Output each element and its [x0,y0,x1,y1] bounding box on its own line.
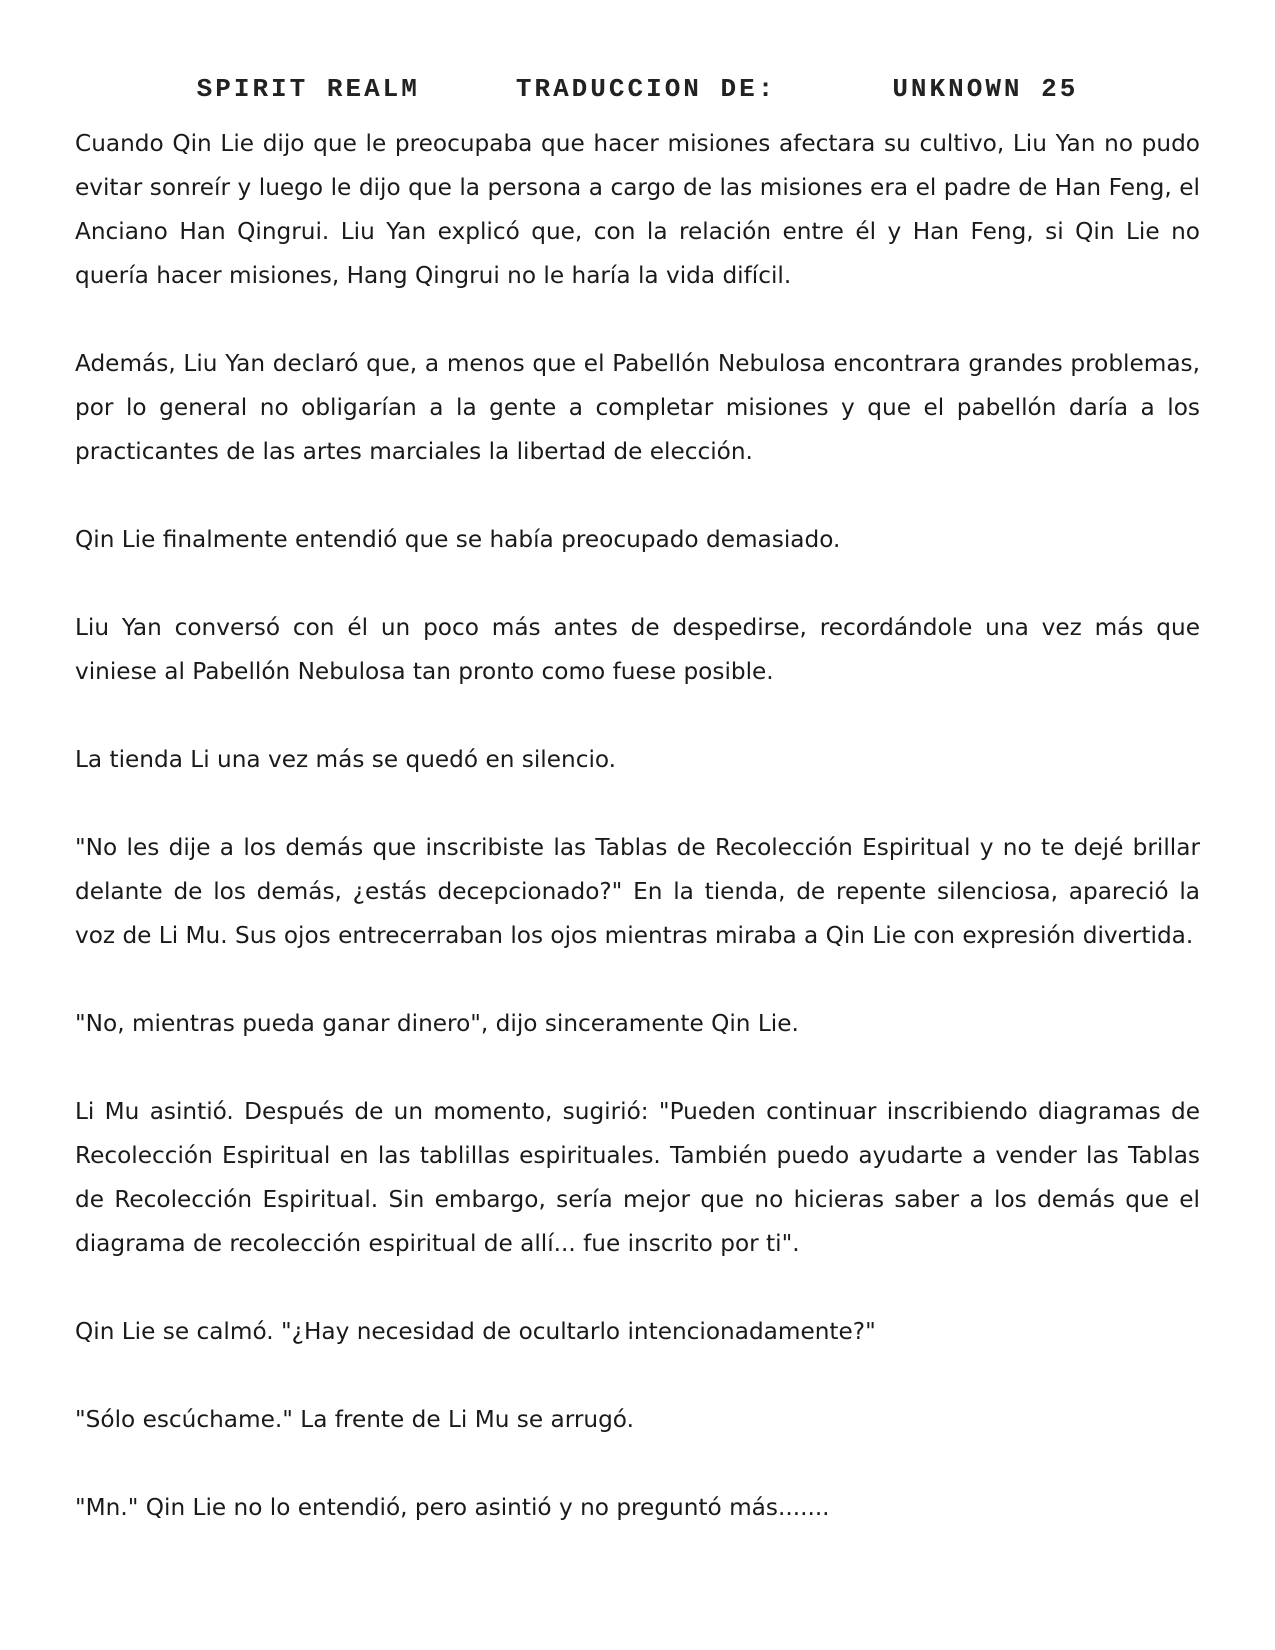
paragraph: "No, mientras pueda ganar dinero", dijo sinceramente Qin Lie. [75,1010,799,1037]
header-translation-label: TRADUCCION DE: [515,74,777,104]
header-translator-name: UNKNOWN 25 [892,74,1079,104]
paragraph: Li Mu asintió. Después de un momento, sugirió: "Pueden continuar inscribiendo diagramas de Recolección Espiritual en las tablillas espirituales. También puedo ayudarte a vender las Tablas de Recolección Espiritual. Sin embargo, sería mejor que no hicieras saber a los demás que el diagrama de recolección espiritual de allí... fue inscrito por ti". [75,1098,1200,1257]
header-series-title: SPIRIT REALM [196,74,420,104]
paragraph: Liu Yan conversó con él un poco más antes de despedirse, recordándole una vez más que viniese al Pabellón Nebulosa tan pronto como fuese posible. [75,614,1200,685]
paragraph: "No les dije a los demás que inscribiste las Tablas de Recolección Espiritual y no te dejé brillar delante de los demás, ¿estás decepcionado?" En la tienda, de repente silenciosa, apareció la voz de Li Mu. Sus ojos entrecerraban los ojos mientras miraba a Qin Lie con expresión divertida. [75,834,1200,949]
page-header [75,74,1200,104]
document-body [75,122,1200,1530]
paragraph: "Sólo escúchame." La frente de Li Mu se arrugó. [75,1406,634,1433]
paragraph: Qin Lie se calmó. "¿Hay necesidad de ocultarlo intencionadamente?" [75,1318,876,1345]
paragraph: Además, Liu Yan declaró que, a menos que el Pabellón Nebulosa encontrara grandes problemas, por lo general no obligarían a la gente a completar misiones y que el pabellón daría a los practicantes de las artes marciales la libertad de elección. [75,350,1200,465]
paragraph: La tienda Li una vez más se quedó en silencio. [75,746,617,773]
paragraph: Qin Lie finalmente entendió que se había preocupado demasiado. [75,526,841,553]
paragraph: Cuando Qin Lie dijo que le preocupaba que hacer misiones afectara su cultivo, Liu Yan no pudo evitar sonreír y luego le dijo que la persona a cargo de las misiones era el padre de Han Feng, el Anciano Han Qingrui. Liu Yan explicó que, con la relación entre él y Han Feng, si Qin Lie no quería hacer misiones, Hang Qingrui no le haría la vida difícil. [75,130,1200,289]
paragraph: "Mn." Qin Lie no lo entendió, pero asintió y no preguntó más....... [75,1494,830,1521]
